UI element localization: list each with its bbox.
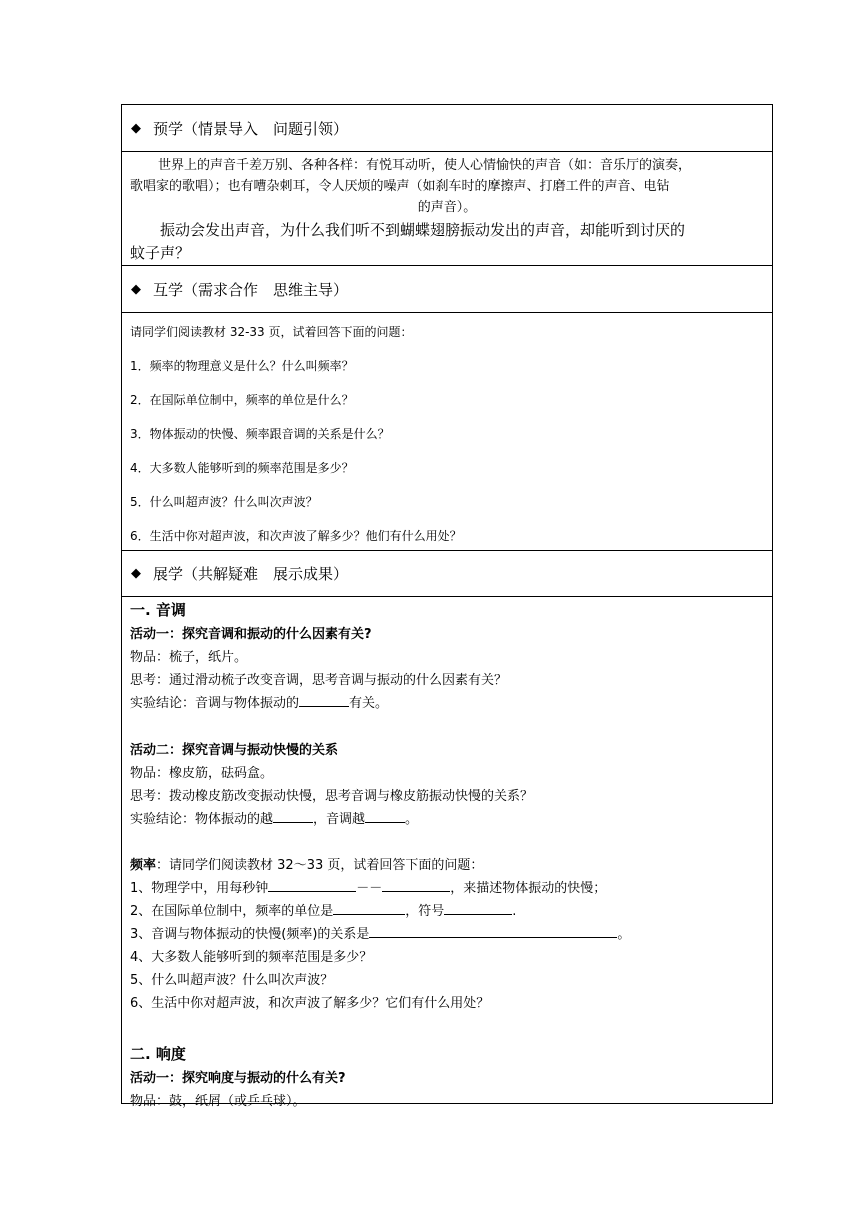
act1-think: 思考：通过滑动梳子改变音调，思考音调与振动的什么因素有关？ <box>130 673 508 688</box>
freq-q5: 5、什么叫超声波？什么叫次声波？ <box>130 973 334 988</box>
show-header <box>122 551 772 597</box>
list-item: 4．大多数人能够听到的频率范围是多少？ <box>130 461 354 475</box>
show-body <box>122 597 772 1109</box>
loud-act1-items: 物品：鼓，纸屑（或乒乓球）。 <box>130 1094 306 1109</box>
list-item: 5．什么叫超声波？什么叫次声波？ <box>130 495 318 509</box>
intro-line-1: 世界上的声音千差万别、各种各样：有悦耳动听，使人心情愉快的声音（如：音乐厅的演奏， <box>158 158 692 173</box>
act1-items: 物品：梳子，纸片。 <box>130 650 248 665</box>
freq-lead: 频率：请同学们阅读教材 32～33 页，试着回答下面的问题： <box>130 858 484 873</box>
blank-field[interactable] <box>333 902 405 915</box>
blank-field[interactable] <box>299 694 349 707</box>
study-table <box>121 104 773 1109</box>
freq-q6: 6、生活中你对超声波，和次声波了解多少？它们有什么用处？ <box>130 996 490 1011</box>
blank-field[interactable] <box>382 879 450 892</box>
blank-field[interactable] <box>268 879 356 892</box>
blank-field[interactable] <box>273 810 313 823</box>
diamond-icon: ◆ <box>131 281 141 297</box>
preview-body <box>122 152 772 266</box>
freq-q3: 3、音调与物体振动的快慢(频率)的关系是 。 <box>130 927 631 942</box>
blank-field[interactable] <box>365 810 405 823</box>
list-item: 1．频率的物理意义是什么？什么叫频率？ <box>130 359 354 373</box>
pitch-title: 一. 音调 <box>130 601 186 619</box>
freq-q4: 4、大多数人能够听到的频率范围是多少？ <box>130 950 373 965</box>
list-item: 6．生活中你对超声波，和次声波了解多少？他们有什么用处？ <box>130 529 462 543</box>
question-line-2: 蚊子声？ <box>130 244 191 262</box>
intro-line-3: 的声音）。 <box>417 200 477 215</box>
mutual-header <box>122 266 772 313</box>
act2-conclusion: 实验结论：物体振动的越 ，音调越 。 <box>130 812 419 827</box>
freq-q1: 1、物理学中，用每秒钟 －－ ，来描述物体振动的快慢； <box>130 881 607 896</box>
loud-act1-title: 活动一：探究响度与振动的什么有关? <box>130 1071 346 1086</box>
list-item: 3．物体振动的快慢、频率跟音调的关系是什么？ <box>130 427 390 441</box>
blank-field[interactable] <box>369 925 617 938</box>
list-item: 2．在国际单位制中，频率的单位是什么？ <box>130 393 354 407</box>
mutual-lead: 请同学们阅读教材 32-33 页，试着回答下面的问题： <box>130 325 413 339</box>
act1-conclusion: 实验结论：音调与物体振动的 有关。 <box>130 696 389 711</box>
act1-title: 活动一：探究音调和振动的什么因素有关? <box>130 627 372 642</box>
blank-field[interactable] <box>444 902 512 915</box>
act2-items: 物品：橡皮筋，砝码盒。 <box>130 766 274 781</box>
diamond-icon: ◆ <box>131 120 141 136</box>
mutual-header-text: 互学（需求合作 思维主导） <box>153 280 349 299</box>
mutual-body <box>122 313 772 551</box>
preview-header <box>122 105 772 152</box>
preview-header-text: 预学（情景导入 问题引领） <box>153 119 349 138</box>
loudness-title: 二. 响度 <box>130 1045 186 1063</box>
diamond-icon: ◆ <box>131 566 141 581</box>
act2-think: 思考：拨动橡皮筋改变振动快慢，思考音调与橡皮筋振动快慢的关系？ <box>130 789 534 804</box>
show-header-text: 展学（共解疑难 展示成果） <box>153 565 349 583</box>
freq-q2: 2、在国际单位制中，频率的单位是 ，符号 . <box>130 904 517 919</box>
intro-line-2: 歌唱家的歌唱）；也有嘈杂刺耳，令人厌烦的噪声（如刹车时的摩擦声、打磨工件的声音、电钻 <box>130 179 670 194</box>
act2-title: 活动二：探究音调与振动快慢的关系 <box>130 743 339 758</box>
question-line-1: 振动会发出声音，为什么我们听不到蝴蝶翅膀振动发出的声音，却能听到讨厌的 <box>160 221 686 239</box>
